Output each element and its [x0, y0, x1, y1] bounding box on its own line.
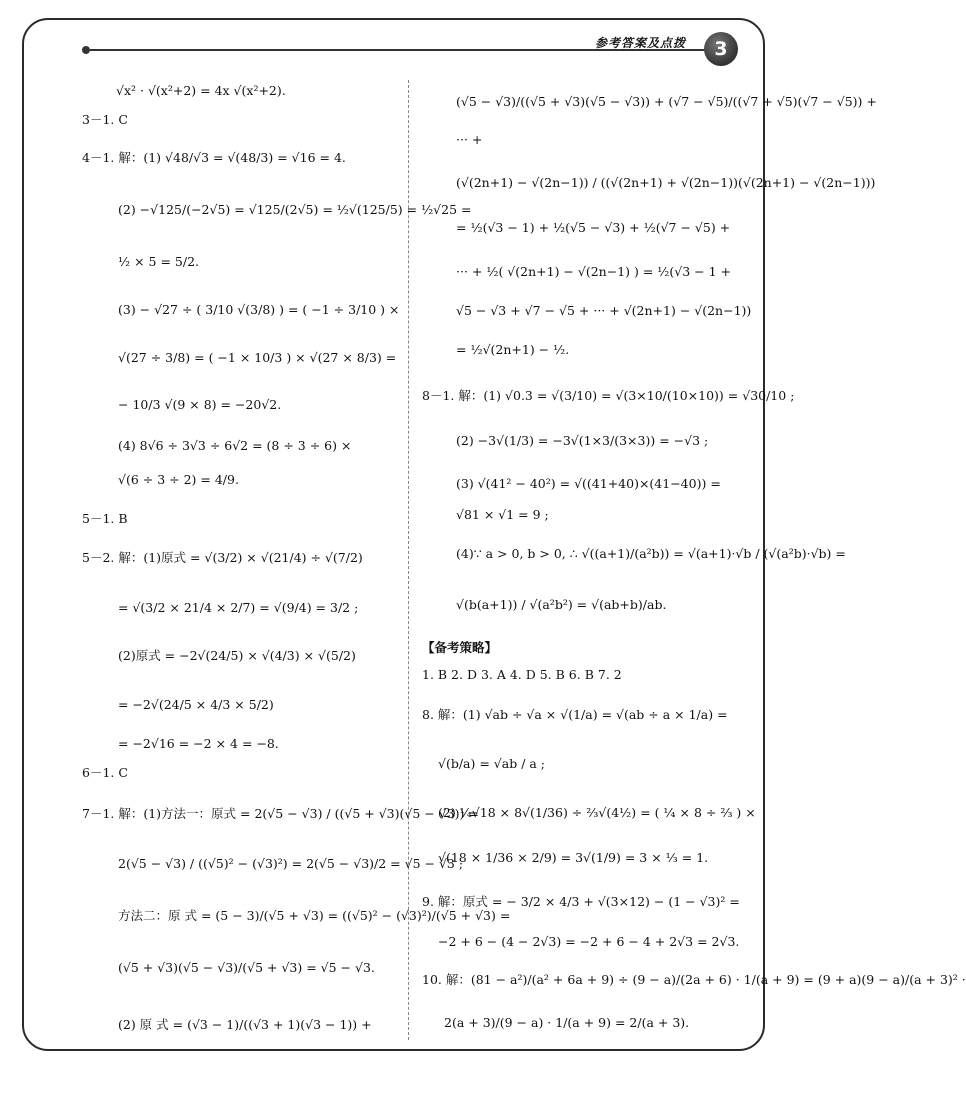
- right-line: (4)∵ a > 0, b > 0, ∴ √((a+1)/(a²b)) = √(a+1)·√b / (√(a²b)·√b) =: [456, 546, 846, 561]
- left-line: ½ × 5 = 5/2.: [118, 254, 199, 269]
- column-divider: [408, 80, 409, 1040]
- left-line: 2(√5 − √3) / ((√5)² − (√3)²) = 2(√5 − √3)/2 = √5 − √3 ;: [118, 856, 464, 871]
- answer-8: 8. 解：(1) √ab ÷ √a × √(1/a) = √(ab ÷ a × 1/a) =: [422, 707, 728, 722]
- answer-7-1: 7－1. 解：(1)方法一：原式 = 2(√5 − √3) / ((√5 + √3)(√5 − √3)) =: [82, 806, 479, 821]
- right-line: √5 − √3 + √7 − √5 + ··· + √(2n+1) − √(2n−1)): [456, 303, 752, 318]
- left-line: 方法二：原 式 = (5 − 3)/(√5 + √3) = ((√5)² − (√3)²)/(√5 + √3) =: [118, 908, 511, 923]
- right-line: ··· +: [456, 132, 483, 147]
- right-line: √(b(a+1)) / √(a²b²) = √(ab+b)/ab.: [456, 597, 667, 612]
- left-line: = −2√(24/5 × 4/3 × 5/2): [118, 697, 274, 712]
- left-line: √(27 ÷ 3/8) = ( −1 × 10/3 ) × √(27 × 8/3) =: [118, 350, 397, 365]
- left-line: − 10/3 √(9 × 8) = −20√2.: [118, 397, 282, 412]
- left-line: = √(3/2 × 21/4 × 2/7) = √(9/4) = 3/2 ;: [118, 600, 359, 615]
- left-line: (√5 + √3)(√5 − √3)/(√5 + √3) = √5 − √3.: [118, 960, 375, 975]
- right-line: √(18 × 1/36 × 2/9) = 3√(1/9) = 3 × ⅓ = 1.: [438, 850, 709, 865]
- answer-9: 9. 解：原式 = − 3/2 × 4/3 + √(3×12) − (1 − √3)² =: [422, 894, 740, 909]
- page-number: 3: [704, 32, 738, 66]
- answer-5-2: 5－2. 解：(1)原式 = √(3/2) × √(21/4) ÷ √(7/2): [82, 550, 363, 565]
- answer-6-1: 6－1. C: [82, 765, 128, 780]
- left-line: = −2√16 = −2 × 4 = −8.: [118, 736, 279, 751]
- header-title: 参考答案及点拨: [595, 36, 687, 50]
- right-line: (3) √(41² − 40²) = √((41+40)×(41−40)) =: [456, 476, 721, 491]
- answer-4-1: 4－1. 解：(1) √48/√3 = √(48/3) = √16 = 4.: [82, 150, 346, 165]
- left-line: (2)原式 = −2√(24/5) × √(4/3) × √(5/2): [118, 648, 356, 663]
- right-line: √81 × √1 = 9 ;: [456, 507, 549, 522]
- left-line: (4) 8√6 ÷ 3√3 ÷ 6√2 = (8 ÷ 3 ÷ 6) ×: [118, 438, 352, 453]
- left-line: √(6 ÷ 3 ÷ 2) = 4/9.: [118, 472, 239, 487]
- header-bullet: [82, 46, 90, 54]
- right-line: 2(a + 3)/(9 − a) · 1/(a + 9) = 2/(a + 3).: [444, 1015, 690, 1030]
- left-line: (3) − √27 ÷ ( 3/10 √(3/8) ) = ( −1 ÷ 3/10 ) ×: [118, 302, 400, 317]
- answer-3-1: 3－1. C: [82, 112, 128, 127]
- left-line: (2) −√125/(−2√5) = √125/(2√5) = ½√(125/5) = ½√25 =: [118, 202, 472, 217]
- answer-choices: 1. B 2. D 3. A 4. D 5. B 6. B 7. 2: [422, 667, 622, 682]
- right-line: (√5 − √3)/((√5 + √3)(√5 − √3)) + (√7 − √5)/((√7 + √5)(√7 − √5)) +: [456, 94, 877, 109]
- right-line: (√(2n+1) − √(2n−1)) / ((√(2n+1) + √(2n−1))(√(2n+1) − √(2n−1))): [456, 175, 876, 190]
- right-line: = ½(√3 − 1) + ½(√5 − √3) + ½(√7 − √5) +: [456, 220, 731, 235]
- left-line: √x² · √(x²+2) = 4x √(x²+2).: [116, 83, 286, 98]
- right-line: = ½√(2n+1) − ½.: [456, 342, 570, 357]
- answer-5-1: 5－1. B: [82, 511, 128, 526]
- right-line: −2 + 6 − (4 − 2√3) = −2 + 6 − 4 + 2√3 = 2√3.: [438, 934, 740, 949]
- answer-8-1: 8－1. 解：(1) √0.3 = √(3/10) = √(3×10/(10×10)) = √30/10 ;: [422, 388, 795, 403]
- section-heading: 【备考策略】: [422, 640, 498, 655]
- answer-10: 10. 解：(81 − a²)/(a² + 6a + 9) ÷ (9 − a)/(2a + 6) · 1/(a + 9) = (9 + a)(9 − a)/(a + 3)² ·: [422, 972, 966, 987]
- right-line: (2) −3√(1/3) = −3√(1×3/(3×3)) = −√3 ;: [456, 433, 709, 448]
- right-line: (2) ¼√18 × 8√(1/36) ÷ ⅔√(4½) = ( ¼ × 8 ÷ ⅔ ) ×: [438, 805, 756, 820]
- left-line: (2) 原 式 = (√3 − 1)/((√3 + 1)(√3 − 1)) +: [118, 1017, 372, 1032]
- right-line: ··· + ½( √(2n+1) − √(2n−1) ) = ½(√3 − 1 +: [456, 264, 732, 279]
- right-line: √(b/a) = √ab / a ;: [438, 756, 546, 771]
